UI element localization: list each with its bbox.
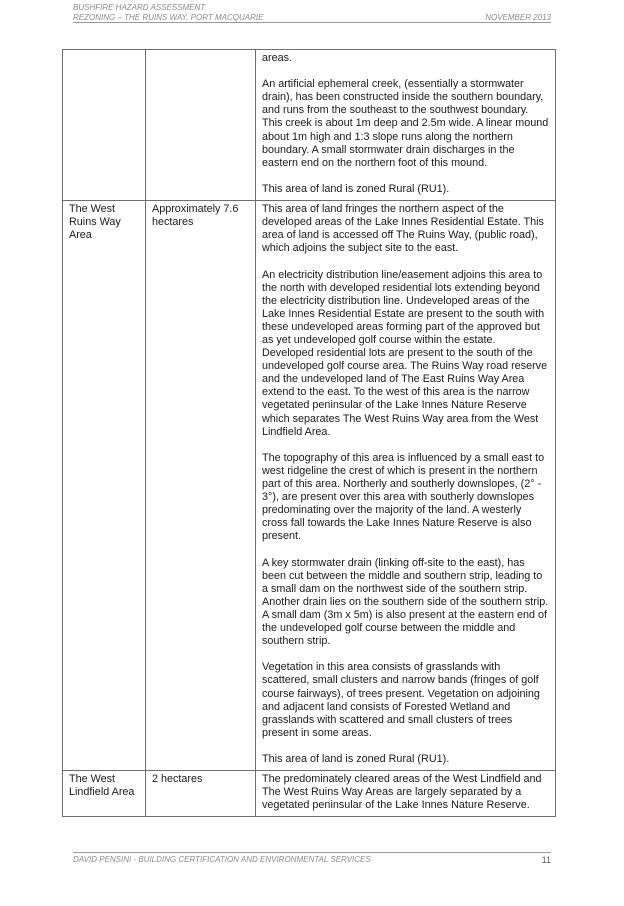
- footer-text: DAVID PENSINI - BUILDING CERTIFICATION AND ENVIRONMENTAL SERVICES: [73, 855, 371, 864]
- description-paragraph: This area of land is zoned Rural (RU1).: [262, 752, 450, 765]
- description-paragraph: This area of land fringes the northern aspect of the developed areas of the Lake Innes Residential Estate. This area of land is accessed off The Ruins Way, (public road), which adjoins the subject site to the east.: [262, 203, 544, 255]
- description-paragraph: A key stormwater drain (linking off-site to the east), has been cut between the middle and southern strip, leading to a small dam on the northwest side of the southern strip. Another drain lies on the southern side of the southern strip. A small dam (3m x 5m) is also present at the eastern end of the undeveloped golf course between the middle and southern strip.: [262, 556, 549, 648]
- header-divider: [73, 22, 551, 23]
- description-paragraph: The predominately cleared areas of the West Lindfield and The West Ruins Way Areas are largely separated by a vegetated peninsular of the Lake Innes Nature Reserve.: [262, 773, 542, 812]
- description-paragraph: The topography of this area is influenced by a small east to west ridgeline the crest of which is present in the northern part of this area. Northerly and southerly downslopes, (2° - 3°), are present over this area with southerly downslopes predominating over the majority of the land. A westerly cross fall towards the Lake Innes Nature Reserve is also present.: [262, 451, 545, 543]
- description-cell: [256, 771, 556, 817]
- description-cell: [256, 50, 556, 201]
- page-footer: [73, 855, 551, 865]
- description-cell: [256, 201, 556, 771]
- table-row: [63, 201, 556, 771]
- description-paragraph: An electricity distribution line/easement adjoins this area to the north with developed residential lots extending beyond the electricity distribution line. Undeveloped areas of the Lake Innes Residential Estate are present to the south with these undeveloped areas forming part of the approved but as yet undeveloped golf course within the estate. Developed residential lots are present to the south of the undeveloped golf course area. The Ruins Way road reserve and the undeveloped land of The East Ruins Way Area extend to the east. To the west of this area is the narrow vegetated peninsular of the Lake Innes Nature Reserve which separates The West Ruins Way area from the West Lindfield Area.: [262, 268, 548, 438]
- description-paragraph: This area of land is zoned Rural (RU1).: [262, 182, 450, 195]
- description-paragraph: An artificial ephemeral creek, (essentially a stormwater drain), has been constructed inside the southern boundary, and runs from the southeast to the southwest boundary. This creek is about 1m deep and 2.5m wide. A linear mound about 1m high and 1:3 slope runs along the northern boundary. A small stormwater drain discharges in the eastern end on the northern foot of this mound.: [262, 78, 549, 169]
- description-paragraph: Vegetation in this area consists of grasslands with scattered, small clusters and narrow bands (fringes of golf course fairways), of trees present. Vegetation on adjoining and adjacent land consists of Forested Wetland and grasslands with scattered and small clusters of trees present in some areas.: [262, 661, 540, 739]
- header-date: NOVEMBER 2013: [485, 12, 551, 22]
- area-size-cell: [146, 50, 256, 201]
- header-subtitle: REZONING – THE RUINS WAY, PORT MACQUARIE: [73, 12, 264, 22]
- table-row: [63, 50, 556, 201]
- area-name-cell: [63, 50, 146, 201]
- page-header: [73, 3, 551, 22]
- footer-divider: [73, 852, 551, 853]
- description-paragraph: areas.: [262, 52, 293, 64]
- table-row: [63, 771, 556, 817]
- area-size-cell: 2 hectares: [146, 771, 256, 817]
- area-size-cell: Approximately 7.6 hectares: [146, 201, 256, 771]
- area-name-cell: The West Ruins Way Area: [63, 201, 146, 771]
- page-number: 11: [541, 855, 551, 865]
- site-description-table: [62, 49, 556, 817]
- header-title: BUSHFIRE HAZARD ASSESSMENT: [73, 3, 206, 12]
- area-name-cell: The West Lindfield Area: [63, 771, 146, 817]
